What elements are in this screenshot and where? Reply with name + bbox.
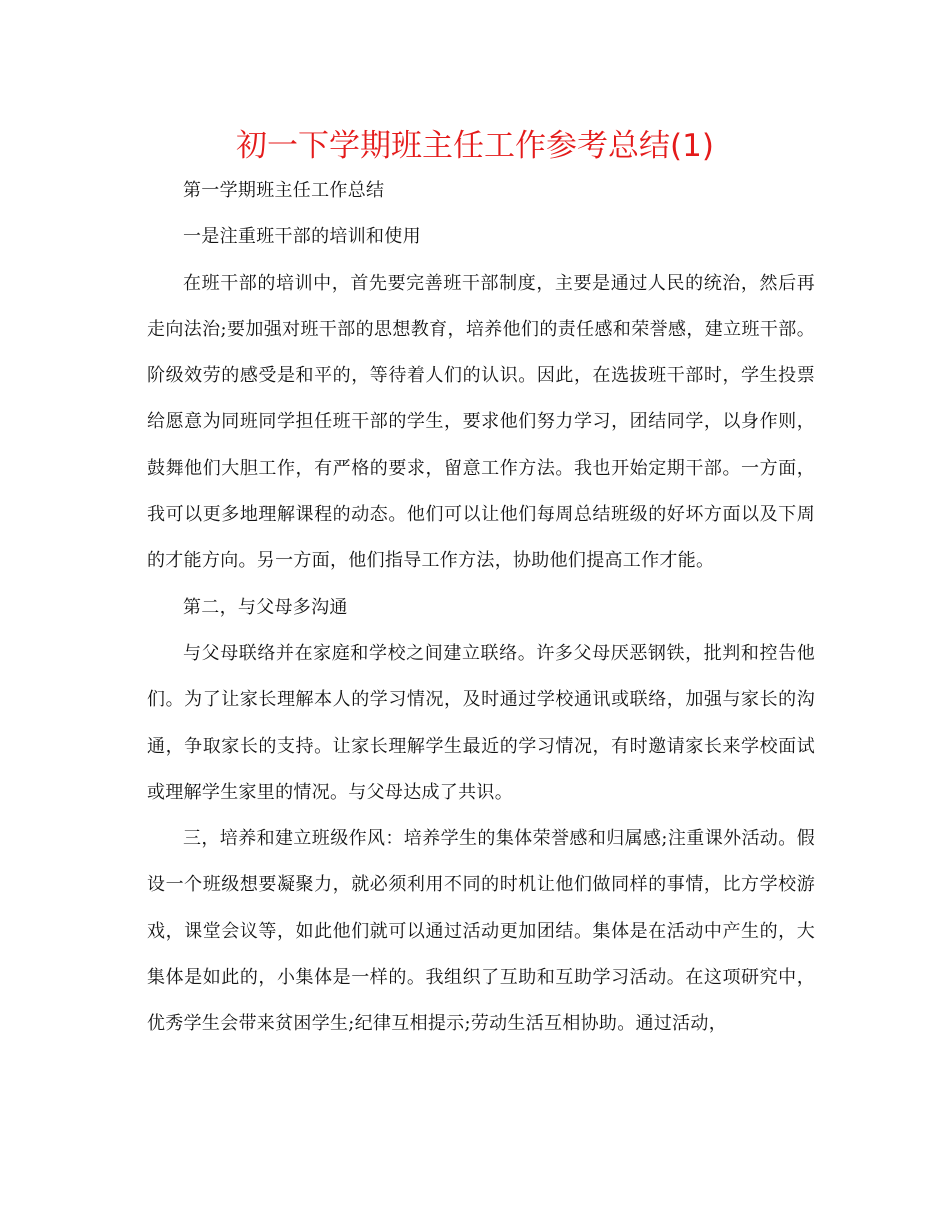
section-heading: 第一学期班主任工作总结 — [183, 180, 385, 201]
body-paragraph: 与父母联络并在家庭和学校之间建立联络。许多父母厌恶钢铁，批判和控告他们。为了让家长理解本人的学习情况，及时通过学校通讯或联络，加强与家长的沟通，争取家长的支持。让家长理解学生最近的学习情况，有时邀请家长来学校面试或理解学生家里的情况。与父母达成了共识。 — [147, 642, 815, 803]
body-paragraph: 在班干部的培训中，首先要完善班干部制度，主要是通过人民的统治，然后再走向法治;要加强对班干部的思想教育，培养他们的责任感和荣誉感，建立班干部。阶级效劳的感受是和平的，等待着人们的认识。因此，在选拔班干部时，学生投票给愿意为同班同学担任班干部的学生，要求他们努力学习，团结同学，以身作则，鼓舞他们大胆工作，有严格的要求，留意工作方法。我也开始定期干部。一方面，我可以更多地理解课程的动态。他们可以让他们每周总结班级的好坏方面以及下周的才能方向。另一方面，他们指导工作方法，协助他们提高工作才能。 — [147, 272, 815, 572]
page-title: 初一下学期班主任工作参考总结(1) — [236, 128, 714, 164]
body-paragraph: 三，培养和建立班级作风：培养学生的集体荣誉感和归属感;注重课外活动。假设一个班级想要凝聚力，就必须利用不同的时机让他们做同样的事情，比方学校游戏，课堂会议等，如此他们就可以通过活动更加团结。集体是在活动中产生的，大集体是如此的，小集体是一样的。我组织了互助和互助学习活动。在这项研究中，优秀学生会带来贫困学生;纪律互相提示;劳动生活互相协助。通过活动， — [147, 828, 815, 1035]
document-body — [147, 168, 815, 1048]
section-heading: 一是注重班干部的培训和使用 — [183, 226, 421, 248]
section-heading: 第二，与父母多沟通 — [183, 596, 348, 618]
